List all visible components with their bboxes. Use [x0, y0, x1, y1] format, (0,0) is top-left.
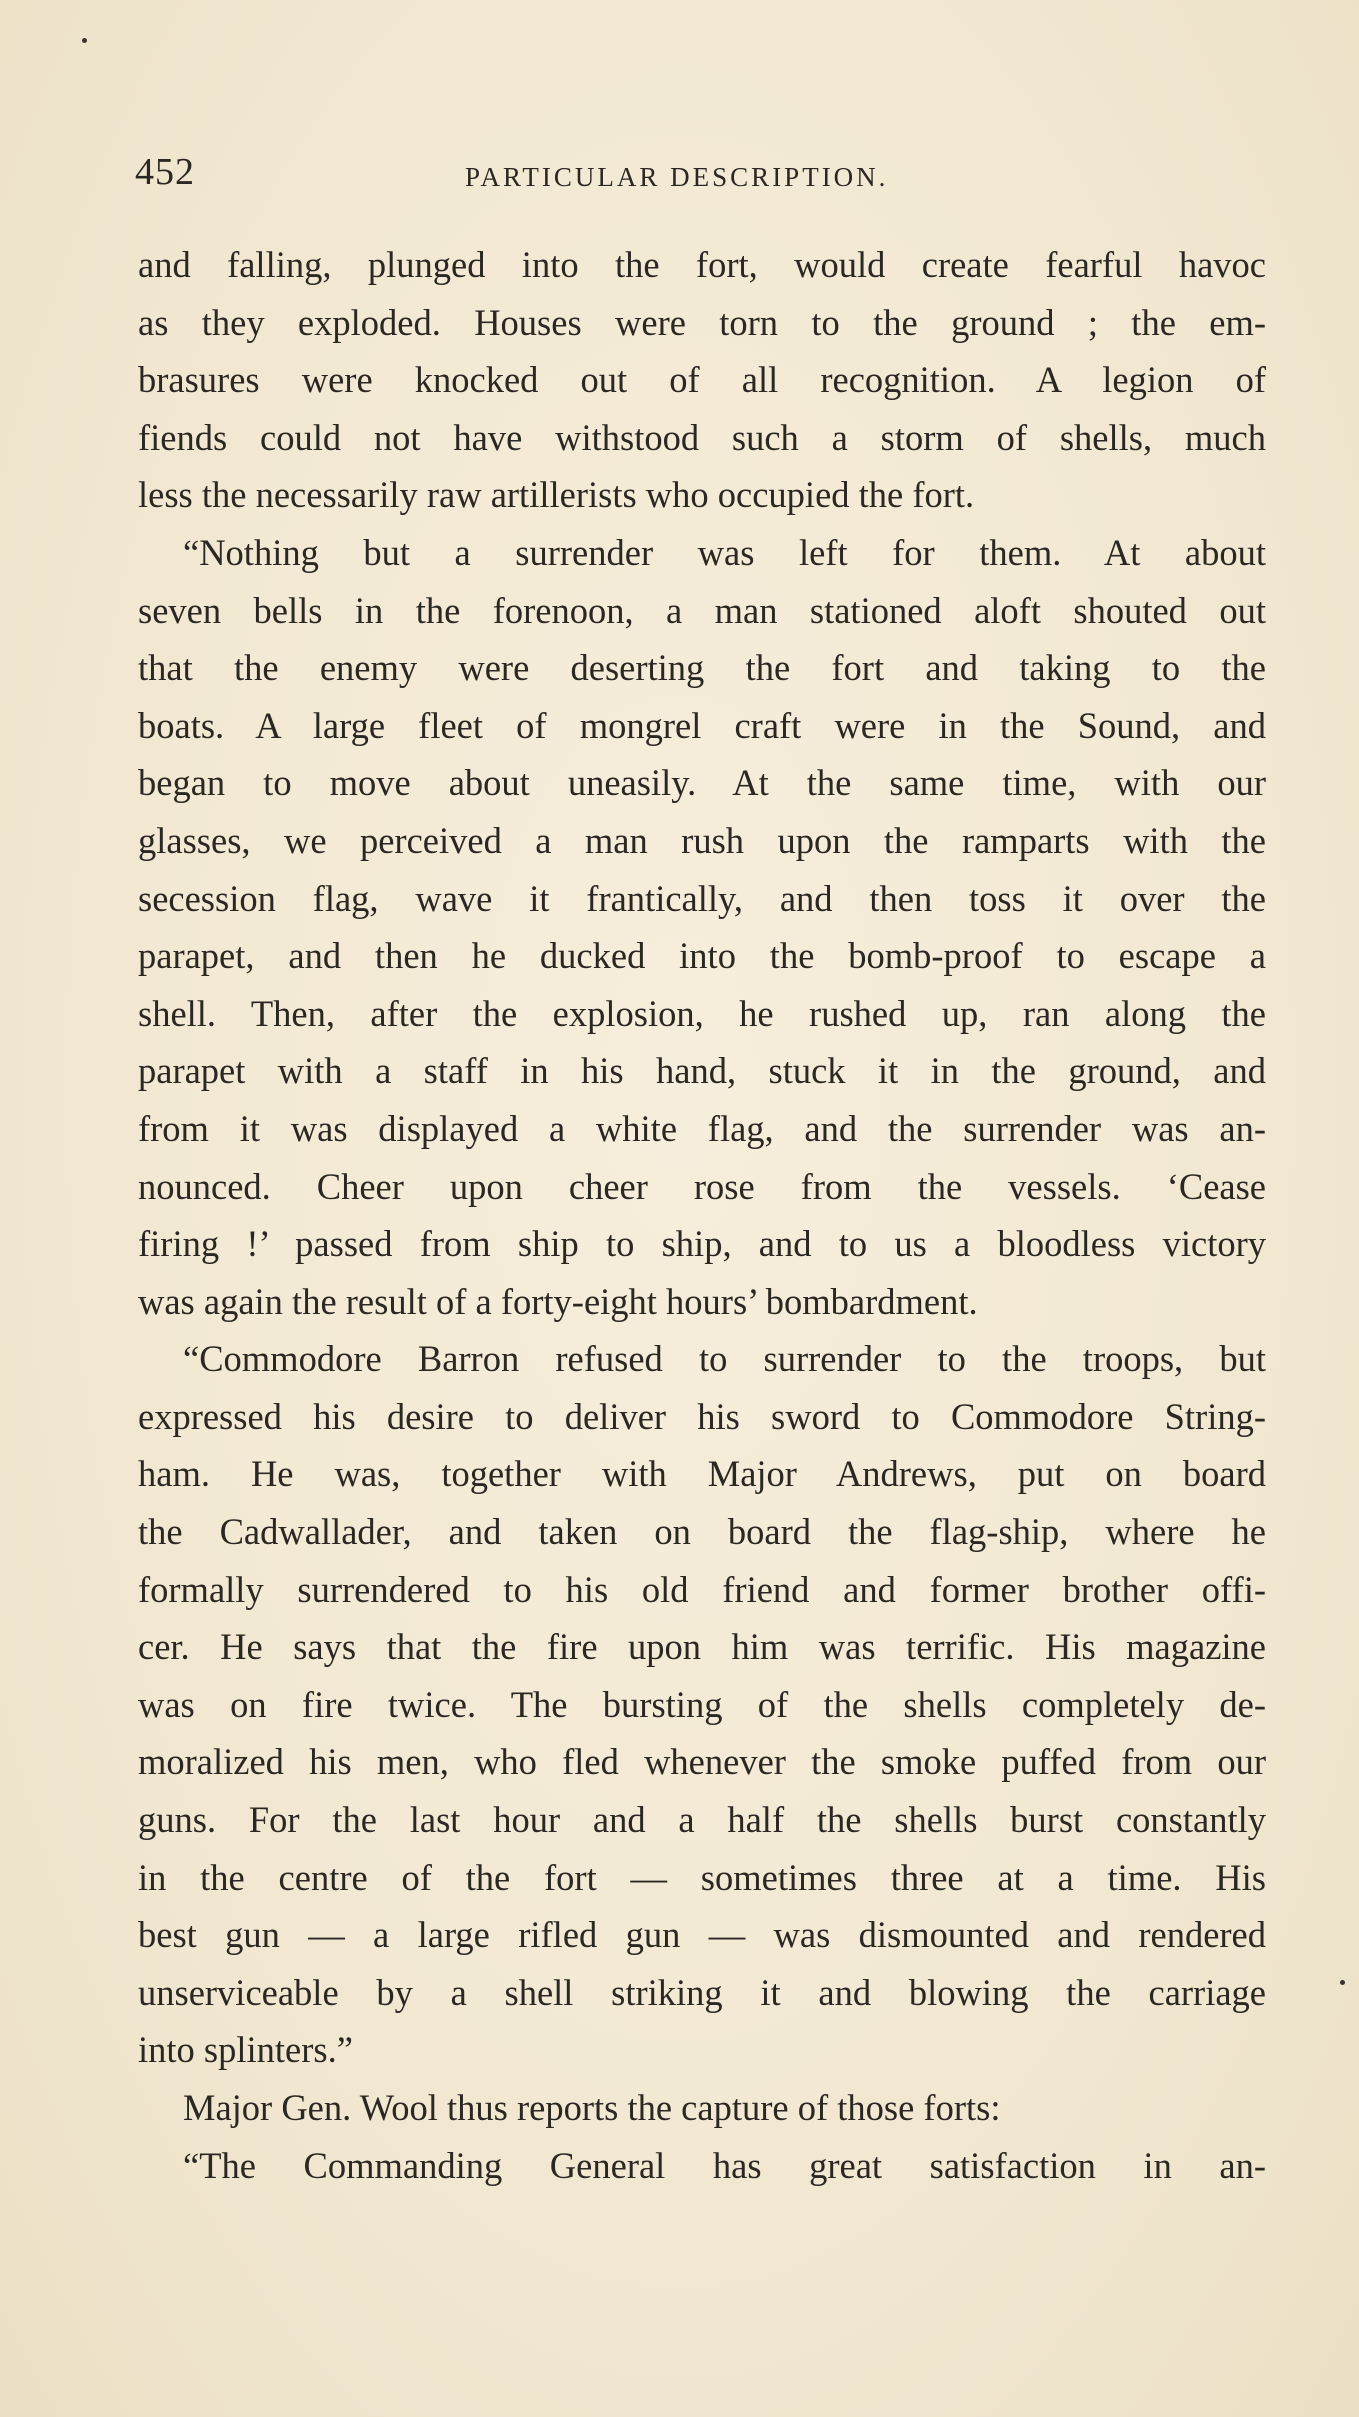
text-line: the Cadwallader, and taken on board the flag-ship, where he [138, 1511, 1266, 1553]
text-line: and falling, plunged into the fort, would create fearful havoc [138, 244, 1266, 285]
text-line: moralized his men, who fled whenever the smoke puffed from our [138, 1741, 1266, 1783]
text-line: expressed his desire to deliver his sword to Commodore String- [138, 1395, 1266, 1437]
text-line: parapet with a staff in his hand, stuck it in the ground, and [138, 1050, 1266, 1092]
text-line: glasses, we perceived a man rush upon the ramparts with the [138, 819, 1266, 861]
page-header [135, 150, 1265, 210]
text-line: parapet, and then he ducked into the bomb-proof to escape a [138, 935, 1266, 977]
text-line: unserviceable by a shell striking it and blowing the carriage [138, 1971, 1266, 2013]
text-line: Major Gen. Wool thus reports the capture of those forts: [183, 2087, 1001, 2128]
text-line: brasures were knocked out of all recognition. A legion of [138, 359, 1266, 401]
text-line: less the necessarily raw artillerists who occupied the fort. [138, 474, 975, 516]
text-line: ham. He was, together with Major Andrews, put on board [138, 1453, 1266, 1495]
text-line: shell. Then, after the explosion, he rushed up, ran along the [138, 992, 1266, 1034]
text-line: “The Commanding General has great satisfaction in an- [183, 2144, 1266, 2186]
text-line: nounced. Cheer upon cheer rose from the vessels. ‘Cease [138, 1165, 1266, 1207]
paper-speck [82, 38, 87, 43]
text-line: “Nothing but a surrender was left for them. At about [183, 531, 1266, 573]
text-line: boats. A large fleet of mongrel craft were in the Sound, and [138, 704, 1266, 746]
text-line: that the enemy were deserting the fort and taking to the [138, 647, 1266, 689]
text-line: into splinters.” [138, 2029, 353, 2071]
text-line: secession flag, wave it frantically, and then toss it over the [138, 877, 1266, 919]
text-line: guns. For the last hour and a half the shells burst constantly [138, 1799, 1266, 1841]
text-line: formally surrendered to his old friend and former brother offi- [138, 1568, 1266, 1610]
text-line: as they exploded. Houses were torn to the ground ; the em- [138, 301, 1266, 343]
text-line: fiends could not have withstood such a storm of shells, much [138, 416, 1266, 458]
text-line: was on fire twice. The bursting of the shells completely de- [138, 1683, 1266, 1725]
body-text [138, 236, 1266, 2194]
text-line: began to move about uneasily. At the same time, with our [138, 762, 1266, 804]
text-line: “Commodore Barron refused to surrender to the troops, but [183, 1338, 1266, 1380]
text-line: was again the result of a forty-eight hours’ bombardment. [138, 1280, 978, 1322]
text-line: from it was displayed a white flag, and the surrender was an- [138, 1107, 1266, 1149]
text-line: cer. He says that the fire upon him was terrific. His magazine [138, 1626, 1266, 1668]
running-head: PARTICULAR DESCRIPTION. [465, 162, 889, 192]
text-line: seven bells in the forenoon, a man stationed aloft shouted out [138, 589, 1266, 631]
page-number: 452 [135, 151, 195, 193]
text-line: firing !’ passed from ship to ship, and to us a bloodless victory [138, 1223, 1266, 1265]
text-line: in the centre of the fort — sometimes three at a time. His [138, 1856, 1266, 1898]
text-line: best gun — a large rifled gun — was dismounted and rendered [138, 1914, 1266, 1956]
paper-speck [1340, 1980, 1345, 1985]
